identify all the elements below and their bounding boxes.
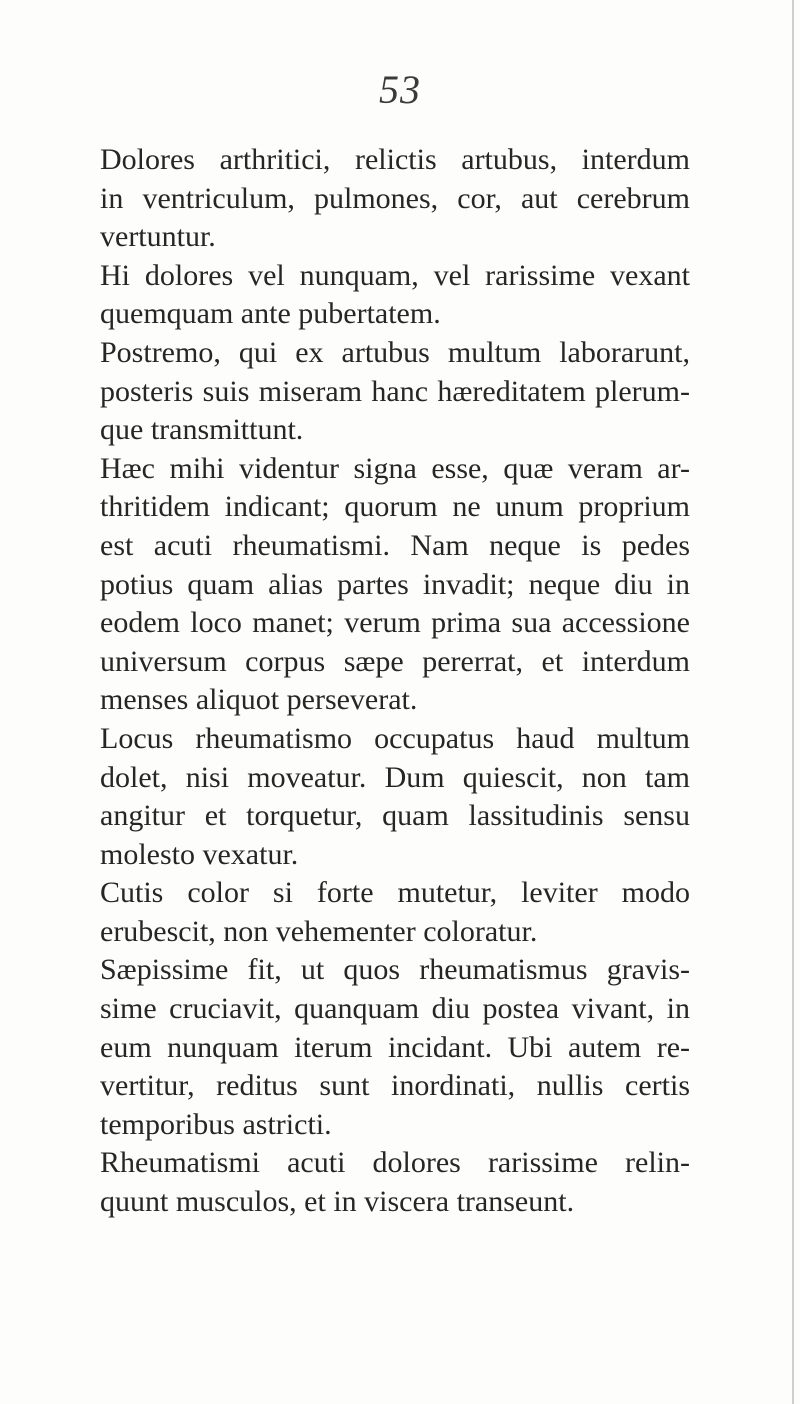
text-line: angitur et torquetur, quam lassitudinis sensu xyxy=(100,799,690,833)
text-line: sime cruciavit, quanquam diu postea vivant, in xyxy=(100,992,690,1026)
text-line: Locus rheumatismo occupatus haud multum xyxy=(100,721,690,755)
text-line: est acuti rheumatismi. Nam neque is pedes xyxy=(100,528,690,562)
text-line: temporibus astricti. xyxy=(100,1107,332,1141)
text-line: quemquam ante pubertatem. xyxy=(100,297,441,331)
page-edge-line xyxy=(792,0,794,1404)
text-line: molesto vexatur. xyxy=(100,837,299,871)
body-text xyxy=(100,141,690,1222)
text-line: vertuntur. xyxy=(100,220,216,254)
text-line: quunt musculos, et in viscera transeunt. xyxy=(100,1185,575,1219)
text-line: Rheumatismi acuti dolores rarissime relin- xyxy=(100,1146,690,1180)
text-line: dolet, nisi moveatur. Dum quiescit, non tam xyxy=(100,760,690,794)
text-line: Sæpissime fit, ut quos rheumatismus gravis- xyxy=(100,953,690,987)
text-line: universum corpus sæpe pererrat, et interdum xyxy=(100,644,690,678)
text-line: Cutis color si forte mutetur, leviter modo xyxy=(100,876,690,910)
text-line: thritidem indicant; quorum ne unum proprium xyxy=(100,490,690,524)
text-line: que transmittunt. xyxy=(100,413,304,447)
text-line: menses aliquot perseverat. xyxy=(100,683,418,717)
text-line: Hi dolores vel nunquam, vel rarissime vexant xyxy=(100,258,690,292)
text-line: Hæc mihi videntur signa esse, quæ veram ar- xyxy=(100,451,690,485)
text-line: eodem loco manet; verum prima sua accessione xyxy=(100,606,690,640)
text-line: in ventriculum, pulmones, cor, aut cerebrum xyxy=(100,181,690,215)
text-line: potius quam alias partes invadit; neque diu in xyxy=(100,567,690,601)
text-line: posteris suis miseram hanc hæreditatem plerum- xyxy=(100,374,690,408)
text-line: vertitur, reditus sunt inordinati, nullis certis xyxy=(100,1069,690,1103)
page-number: 53 xyxy=(379,67,421,112)
text-line: erubescit, non vehementer coloratur. xyxy=(100,914,538,948)
text-line: Dolores arthritici, relictis artubus, interdum xyxy=(100,143,690,176)
text-line: eum nunquam iterum incidant. Ubi autem re- xyxy=(100,1030,690,1064)
text-line: Postremo, qui ex artubus multum laborarunt, xyxy=(100,335,690,369)
